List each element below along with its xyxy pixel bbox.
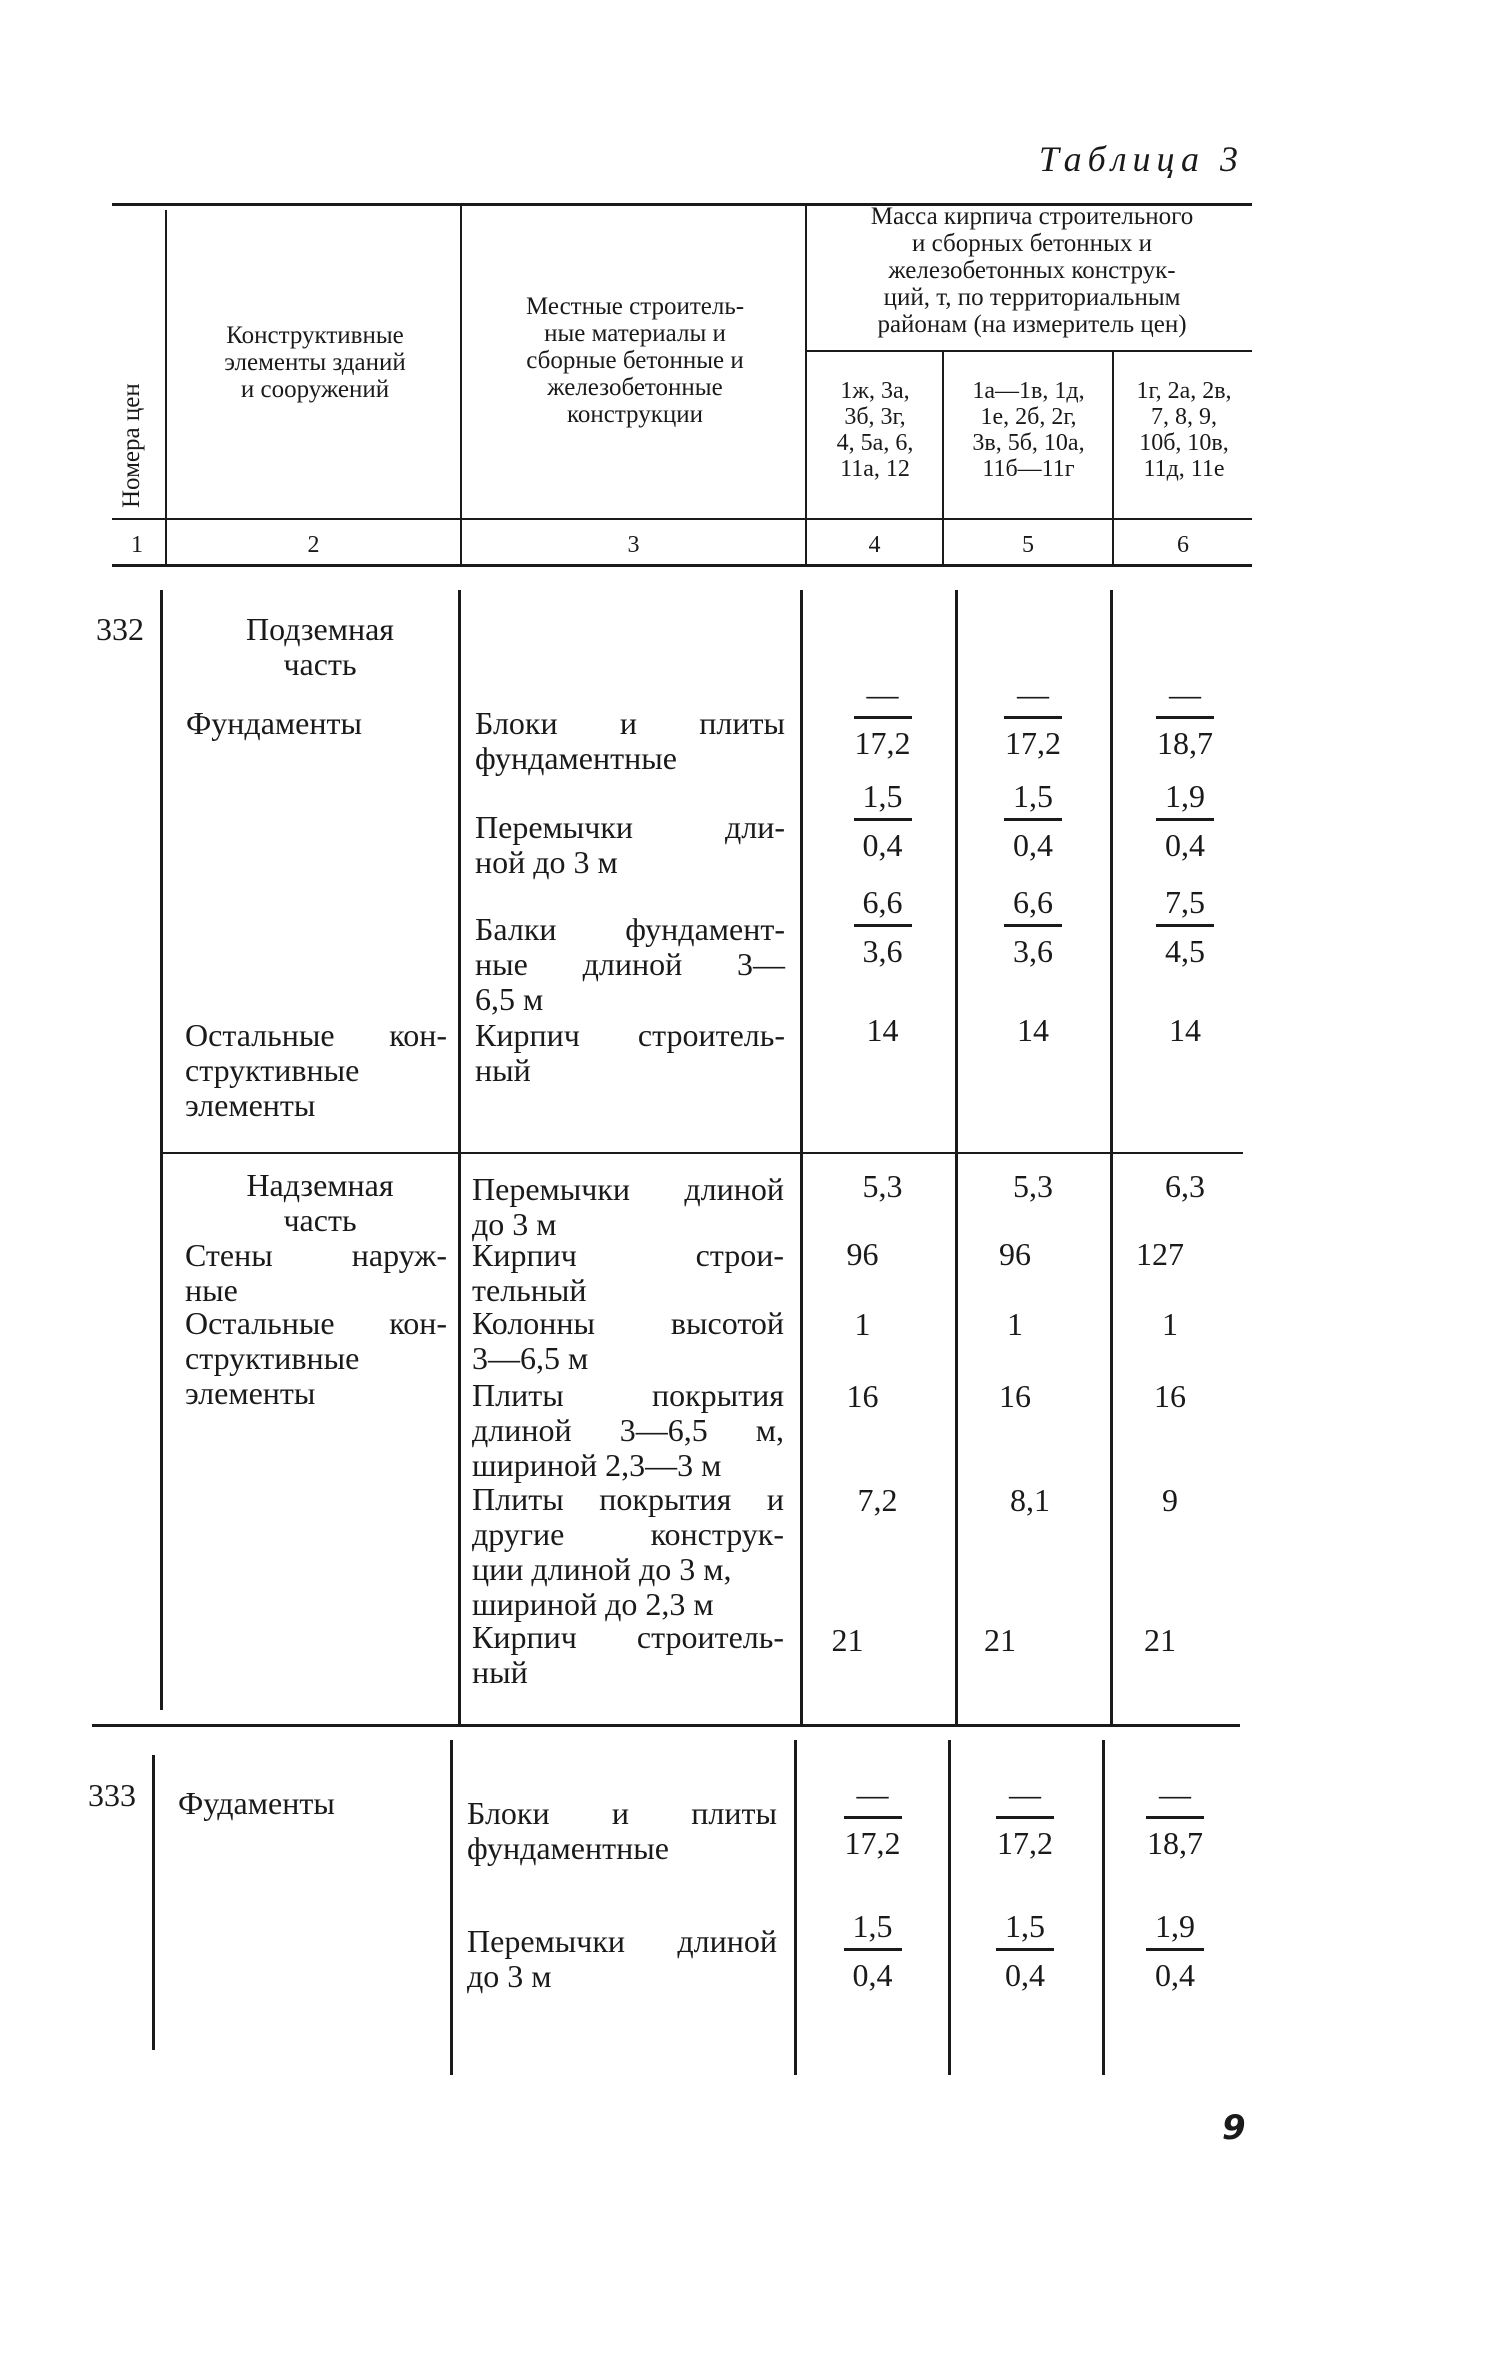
- material-blocks: Блоки и плиты фундаментные: [475, 705, 785, 776]
- value-beams-r2: $\frac{6,6}{3,6}$: [958, 884, 1108, 969]
- value-columns-r2: 1: [1007, 1306, 1023, 1342]
- value-brick2-r2: 96: [999, 1236, 1031, 1272]
- material-brick-2: Кирпич строи- тельный: [472, 1237, 784, 1308]
- value-lintels-r2: $\frac{1,5}{0,4}$: [958, 778, 1108, 863]
- value-slabs-r3: 16: [1154, 1378, 1186, 1414]
- table-caption: Таблица 3: [1038, 139, 1244, 179]
- material-brick-3: Кирпич строитель- ный: [472, 1619, 784, 1690]
- element-other-2: Остальные кон- структивные элементы: [185, 1305, 447, 1411]
- rule-header-bottom: [112, 518, 1252, 520]
- material-slabs-2: Плиты покрытия и другие конструк- ции длиной до 3 м, шириной до 2,3 м: [472, 1481, 784, 1622]
- header-structural-elements: Конструктивные элементы зданий и сооружений: [224, 322, 406, 403]
- section-aboveground: Надземная часть: [246, 1167, 394, 1238]
- value-brick3-r2: 21: [984, 1622, 1016, 1658]
- material-slabs: Плиты покрытия длиной 3—6,5 м, шириной 2,3—3 м: [472, 1377, 784, 1483]
- vline-332-c: [800, 590, 803, 1725]
- value-lintels333-r2: $\frac{1,5}{0,4}$: [950, 1908, 1100, 1993]
- vline-2: [460, 203, 462, 565]
- material-beams: Балки фундамент- ные длиной 3— 6,5 м: [475, 911, 785, 1017]
- value-lintels2-r2: 5,3: [1013, 1168, 1053, 1204]
- vline-332-a: [160, 590, 163, 1710]
- col-number-4: 4: [868, 532, 881, 558]
- material-lintels-333: Перемычки длиной до 3 м: [467, 1923, 777, 1994]
- value-slabs-r2: 16: [999, 1378, 1031, 1414]
- header-region-2: 1а—1в, 1д, 1е, 2б, 2г, 3в, 5б, 10а, 11б—11г: [972, 378, 1085, 482]
- rule-333-top: [92, 1724, 1240, 1727]
- value-blocks333-r1: — 17,2: [844, 1776, 901, 1861]
- value-beams-r3: $\frac{7,5}{4,5}$: [1115, 884, 1255, 969]
- vline-3: [805, 203, 807, 565]
- value-slabs2-r1: 7,2: [857, 1482, 898, 1518]
- col-number-5: 5: [1022, 532, 1034, 558]
- rule-group-split: [805, 350, 1252, 352]
- element-foundations: Фундаменты: [186, 705, 362, 741]
- header-region-1: 1ж, 3а, 3б, 3г, 4, 5а, 6, 11а, 12: [836, 378, 914, 482]
- vline-333-c: [794, 1740, 797, 2075]
- value-brick3-r3: 21: [1144, 1622, 1176, 1658]
- header-mass-group: Масса кирпича строительного и сборных бетонных и железобетонных конструк- ций, т, по территориальным районам (на измеритель цен): [870, 203, 1194, 338]
- value-brick2-r1: 96: [846, 1236, 879, 1272]
- col-number-1: 1: [131, 532, 143, 558]
- value-blocks-r3: — 18,7: [1157, 676, 1213, 761]
- value-lintels-r3: $\frac{1,9}{0,4}$: [1115, 778, 1255, 863]
- header-price-numbers: Номера цен: [118, 383, 145, 508]
- value-blocks333-r2: — 17,2: [997, 1776, 1053, 1861]
- material-lintels: Перемычки дли- ной до 3 м: [475, 809, 785, 880]
- header-local-materials: Местные строитель- ные материалы и сборные бетонные и железобетонные конструкции: [525, 293, 745, 428]
- rule-colnum-bottom: [112, 564, 1252, 567]
- material-columns: Колонны высотой 3—6,5 м: [472, 1305, 784, 1376]
- vline-333-a: [152, 1755, 155, 2050]
- value-brick-r3: 14: [1169, 1012, 1201, 1048]
- value-lintels2-r3: 6,3: [1165, 1168, 1205, 1204]
- rule-section-split: [163, 1152, 1243, 1154]
- value-columns-r3: 1: [1162, 1306, 1178, 1342]
- value-brick-r2: 14: [1017, 1012, 1049, 1048]
- value-lintels-r1: $\frac{1,5}{0,4}$: [810, 778, 955, 863]
- section-underground: Подземная часть: [246, 611, 394, 682]
- value-columns-r1: 1: [854, 1306, 871, 1342]
- header-region-3: 1г, 2а, 2в, 7, 8, 9, 10б, 10в, 11д, 11е: [1136, 378, 1232, 482]
- value-lintels2-r1: 5,3: [862, 1168, 903, 1204]
- value-slabs-r1: 16: [846, 1378, 879, 1414]
- material-lintels-2: Перемычки длиной до 3 м: [472, 1171, 784, 1242]
- value-beams-r1: $\frac{6,6}{3,6}$: [810, 884, 955, 969]
- row-number-332: 332: [96, 611, 144, 647]
- material-brick: Кирпич строитель- ный: [475, 1017, 785, 1088]
- vline-1: [165, 210, 167, 565]
- element-walls: Стены наруж- ные: [185, 1237, 447, 1308]
- value-blocks333-r3: — 18,7: [1147, 1776, 1203, 1861]
- value-lintels333-r1: $\frac{1,5}{0,4}$: [800, 1908, 945, 1993]
- element-foundations-333: Фудаменты: [178, 1785, 335, 1821]
- col-number-2: 2: [307, 532, 320, 558]
- value-slabs2-r2: 8,1: [1010, 1482, 1050, 1518]
- row-number-333: 333: [88, 1777, 136, 1813]
- vline-332-e: [1110, 590, 1113, 1725]
- value-blocks-r2: — 17,2: [1005, 676, 1061, 761]
- value-lintels333-r3: $\frac{1,9}{0,4}$: [1105, 1908, 1245, 1993]
- vline-333-b: [450, 1740, 453, 2075]
- value-brick2-r3: 127: [1136, 1236, 1184, 1272]
- value-blocks-r1: — 17,2: [854, 676, 911, 761]
- value-brick-r1: 14: [866, 1012, 899, 1048]
- vline-332-b: [458, 590, 461, 1725]
- col-number-3: 3: [627, 532, 640, 558]
- col-number-6: 6: [1177, 532, 1189, 558]
- value-slabs2-r3: 9: [1162, 1482, 1178, 1518]
- element-other-1: Остальные кон- структивные элементы: [185, 1017, 447, 1123]
- value-brick3-r1: 21: [831, 1622, 864, 1658]
- material-blocks-333: Блоки и плиты фундаментные: [467, 1795, 777, 1866]
- page-number: 9: [1222, 2108, 1246, 2148]
